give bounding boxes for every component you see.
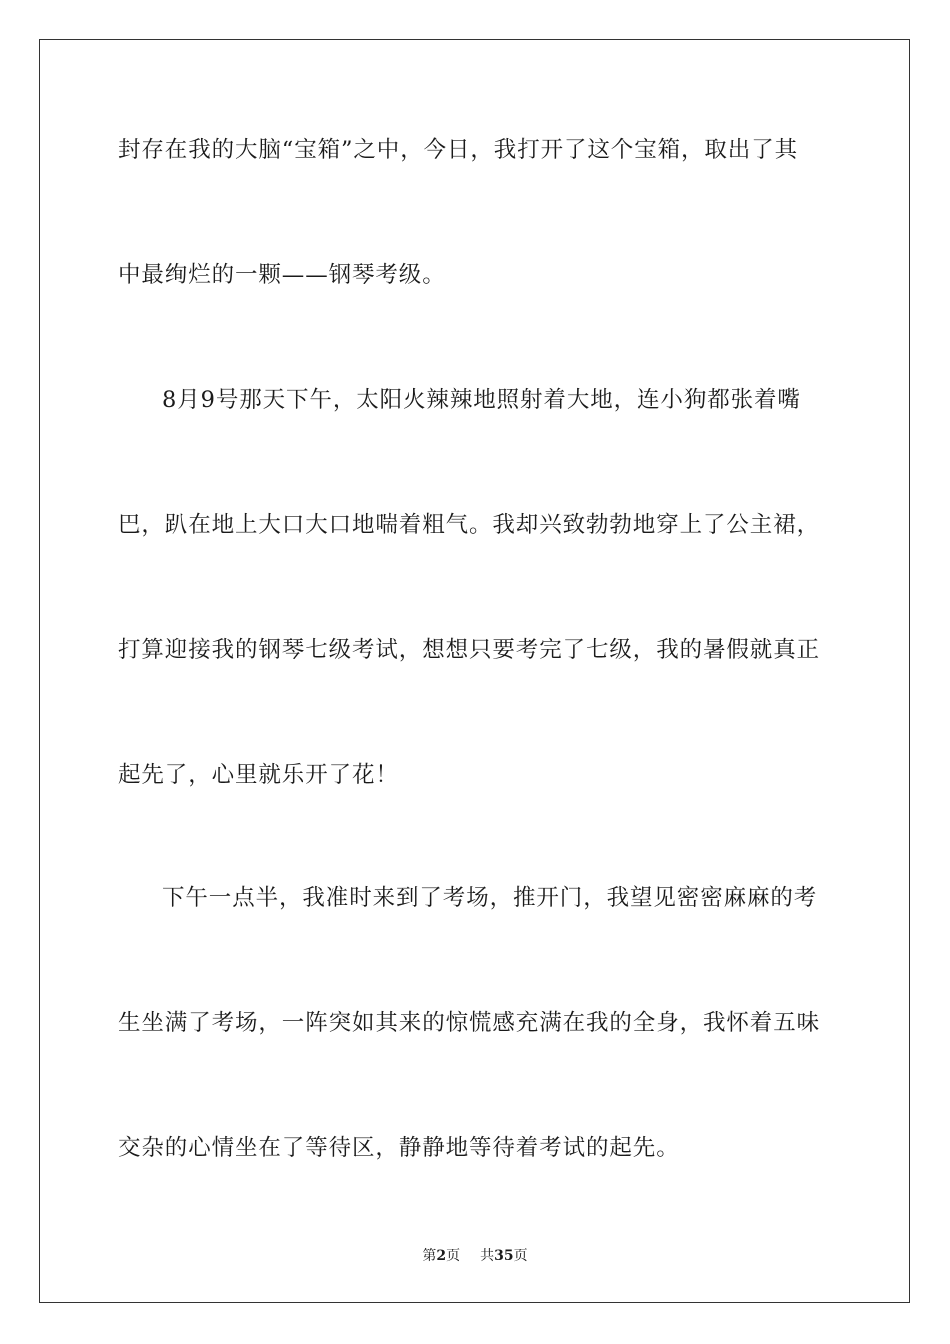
text-line-5: 打算迎接我的钢琴七级考试，想想只要考完了七级，我的暑假就真正: [118, 637, 821, 663]
text-line-2: 中最绚烂的一颗——钢琴考级。: [118, 262, 446, 288]
text-line-6: 起先了，心里就乐开了花！: [118, 762, 399, 788]
page-prefix: 第: [422, 1248, 437, 1264]
text-line-4: 巴，趴在地上大口大口地喘着粗气。我却兴致勃勃地穿上了公主裙，: [118, 512, 821, 538]
text-line-3: 8月9号那天下午，太阳火辣辣地照射着大地，连小狗都张着嘴: [162, 387, 801, 413]
current-page-number: 2: [436, 1248, 447, 1264]
page-suffix: 页: [446, 1248, 461, 1264]
page-border: [39, 39, 910, 1303]
text-line-1: 封存在我的大脑“宝箱”之中，今日，我打开了这个宝箱，取出了其: [118, 137, 799, 163]
text-line-7: 下午一点半，我准时来到了考场，推开门，我望见密密麻麻的考: [162, 885, 818, 911]
page-footer: [0, 1247, 950, 1265]
total-page-count: 35: [494, 1248, 514, 1264]
total-suffix: 页: [513, 1248, 528, 1264]
total-prefix: 共: [480, 1248, 495, 1264]
text-line-9: 交杂的心情坐在了等待区，静静地等待着考试的起先。: [118, 1135, 680, 1161]
text-line-8: 生坐满了考场，一阵突如其来的惊慌感充满在我的全身，我怀着五味: [118, 1010, 821, 1036]
